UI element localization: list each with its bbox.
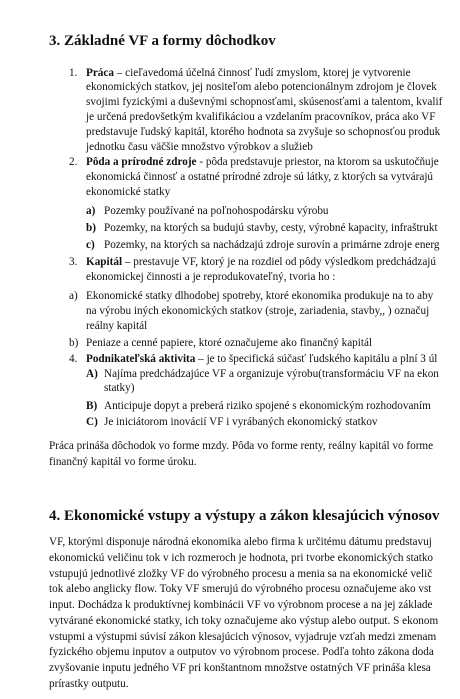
list-item-podnikatelska <box>86 352 437 366</box>
section-3-heading: 3. Základné VF a formy dôchodkov <box>49 33 276 49</box>
sub-item-line: na výrobu iných ekonomických statkov (stroje, zariadenia, stavby,, ) označuj <box>86 305 430 317</box>
sub-marker: c) <box>86 239 95 251</box>
item-line: jednotku času väčšie množstvo výrobkov a služieb <box>86 141 313 153</box>
item-line: ekonomická činnosť a ostatné prírodné zdroje sú látky, z ktorých sa vytvárajú <box>86 171 434 183</box>
item-text: - pôda predstavuje priestor, na ktorom sa uskutočňuje <box>196 156 439 168</box>
paragraph-line: prírastky outputu. <box>49 678 129 690</box>
paragraph-line: input. Dochádza k produktívnej kombinácii VF vo výrobnom procese a na jej základe <box>49 599 433 611</box>
sub-item: Pozemky, na ktorých sa nachádzajú zdroje surovín a primárne zdroje energ <box>104 239 440 251</box>
sub-item-line: Je iniciátorom inovácií VF i vyrábaných ekonomický statkov <box>104 416 378 428</box>
term-poda: Pôda a prírodné zdroje <box>86 156 197 168</box>
item-line: je určená predovšetkým kvalifikáciou a vzdelaním pracovníkov, práca ako VF <box>86 111 436 123</box>
list-item-kapital <box>86 255 436 269</box>
paragraph-line: tok alebo anglicky flow. Toky VF smerujú do výrobného procesu označujeme ako vst <box>49 583 432 595</box>
sub-item-line: Peniaze a cenné papiere, ktoré označujeme ako finančný kapitál <box>86 337 373 349</box>
list-marker: 1. <box>69 67 78 79</box>
sub-marker: C) <box>86 416 98 428</box>
closing-line: finančný kapitál vo forme úroku. <box>49 456 197 468</box>
sub-marker: a) <box>86 205 96 217</box>
section-4-heading: 4. Ekonomické vstupy a výstupy a zákon klesajúcich výnosov <box>49 508 440 524</box>
sub-item-line: statky) <box>104 382 135 394</box>
sub-item: Pozemky používané na poľnohospodársku výrobu <box>104 205 329 217</box>
item-line: predstavuje ľudský kapitál, ktorého hodnota sa zvyšuje so schopnosťou produk <box>86 126 441 138</box>
sub-marker: b) <box>69 337 79 349</box>
sub-item-line: Anticipuje dopyt a preberá riziko spojené s ekonomickým rozhodovaním <box>104 400 431 412</box>
sub-marker: a) <box>69 290 78 302</box>
list-marker: 2. <box>69 156 78 168</box>
closing-line: Práca prináša dôchodok vo forme mzdy. Pôda vo forme renty, reálny kapitál vo forme <box>49 440 434 452</box>
list-marker: 4. <box>69 353 78 365</box>
sub-marker: B) <box>86 400 98 412</box>
paragraph-line: vstupmi a výstupmi súvisí zákon klesajúcich výnosov, vyjadruje vzťah medzi zmenam <box>49 631 437 643</box>
paragraph-line: ekonomickú veličinu tok v ich rozmeroch je hodnota, pri tvorbe ekonomických statko <box>49 552 434 564</box>
sub-marker: A) <box>86 368 98 380</box>
term-kapital: Kapitál <box>86 256 123 268</box>
sub-marker: b) <box>86 222 96 234</box>
paragraph-line: fyzického objemu inputov a outputov vo výrobnom procese. Podľa tohto zákona doda <box>49 646 434 658</box>
item-line: ekonomických statkov, jej nositeľom alebo potencionálnym zdrojom je človek <box>86 81 437 93</box>
item-text: – je to špecifická súčasť ľudského kapitálu a plní 3 úl <box>195 353 438 365</box>
item-line: ekonomickej činnosti a je reprodukovateľný, tvoria ho : <box>86 271 336 283</box>
list-item-poda <box>86 155 439 169</box>
paragraph-line: vstupujú jednotlivé zložky VF do výrobného procesu a menia sa na ekonomické velič <box>49 568 433 580</box>
sub-item: Pozemky, na ktorých sa budujú stavby, cesty, výrobné kapacity, infraštrukt <box>104 222 438 234</box>
sub-item-line: reálny kapitál <box>86 320 148 332</box>
sub-item-line: Najíma predchádzajúce VF a organizuje výrobu(transformáciu VF na ekon <box>104 368 439 380</box>
item-text: – prestavuje VF, ktorý je na rozdiel od pôdy výsledkom predchádzajú <box>122 256 436 268</box>
item-text: – cieľavedomá účelná činnosť ľudí zmyslom, ktorej je vytvorenie <box>113 67 411 79</box>
paragraph-line: VF, ktorými disponuje národná ekonomika alebo firma k určitému dátumu predstavuj <box>49 536 432 548</box>
term-prace: Práca <box>86 67 114 79</box>
list-marker: 3. <box>69 256 78 268</box>
paragraph-line: vytvárané ekonomické statky, ich toky označujeme ako výstup alebo output. S ekonom <box>49 615 439 627</box>
item-line: ekonomické statky <box>86 186 171 198</box>
paragraph-line: zvyšovanie inputu jedného VF pri konštantnom množstve ostatných VF prináša klesa <box>49 662 431 674</box>
list-item-prace <box>86 66 411 80</box>
term-podnikatelska: Podnikateľská aktivita <box>86 353 196 365</box>
sub-item-line: Ekonomické statky dlhodobej spotreby, ktoré ekonomika produkuje na to aby <box>86 290 434 302</box>
item-line: svojimi fyzickými a duševnými schopnosťami, skúsenosťami a talentom, kvalif <box>86 96 443 108</box>
